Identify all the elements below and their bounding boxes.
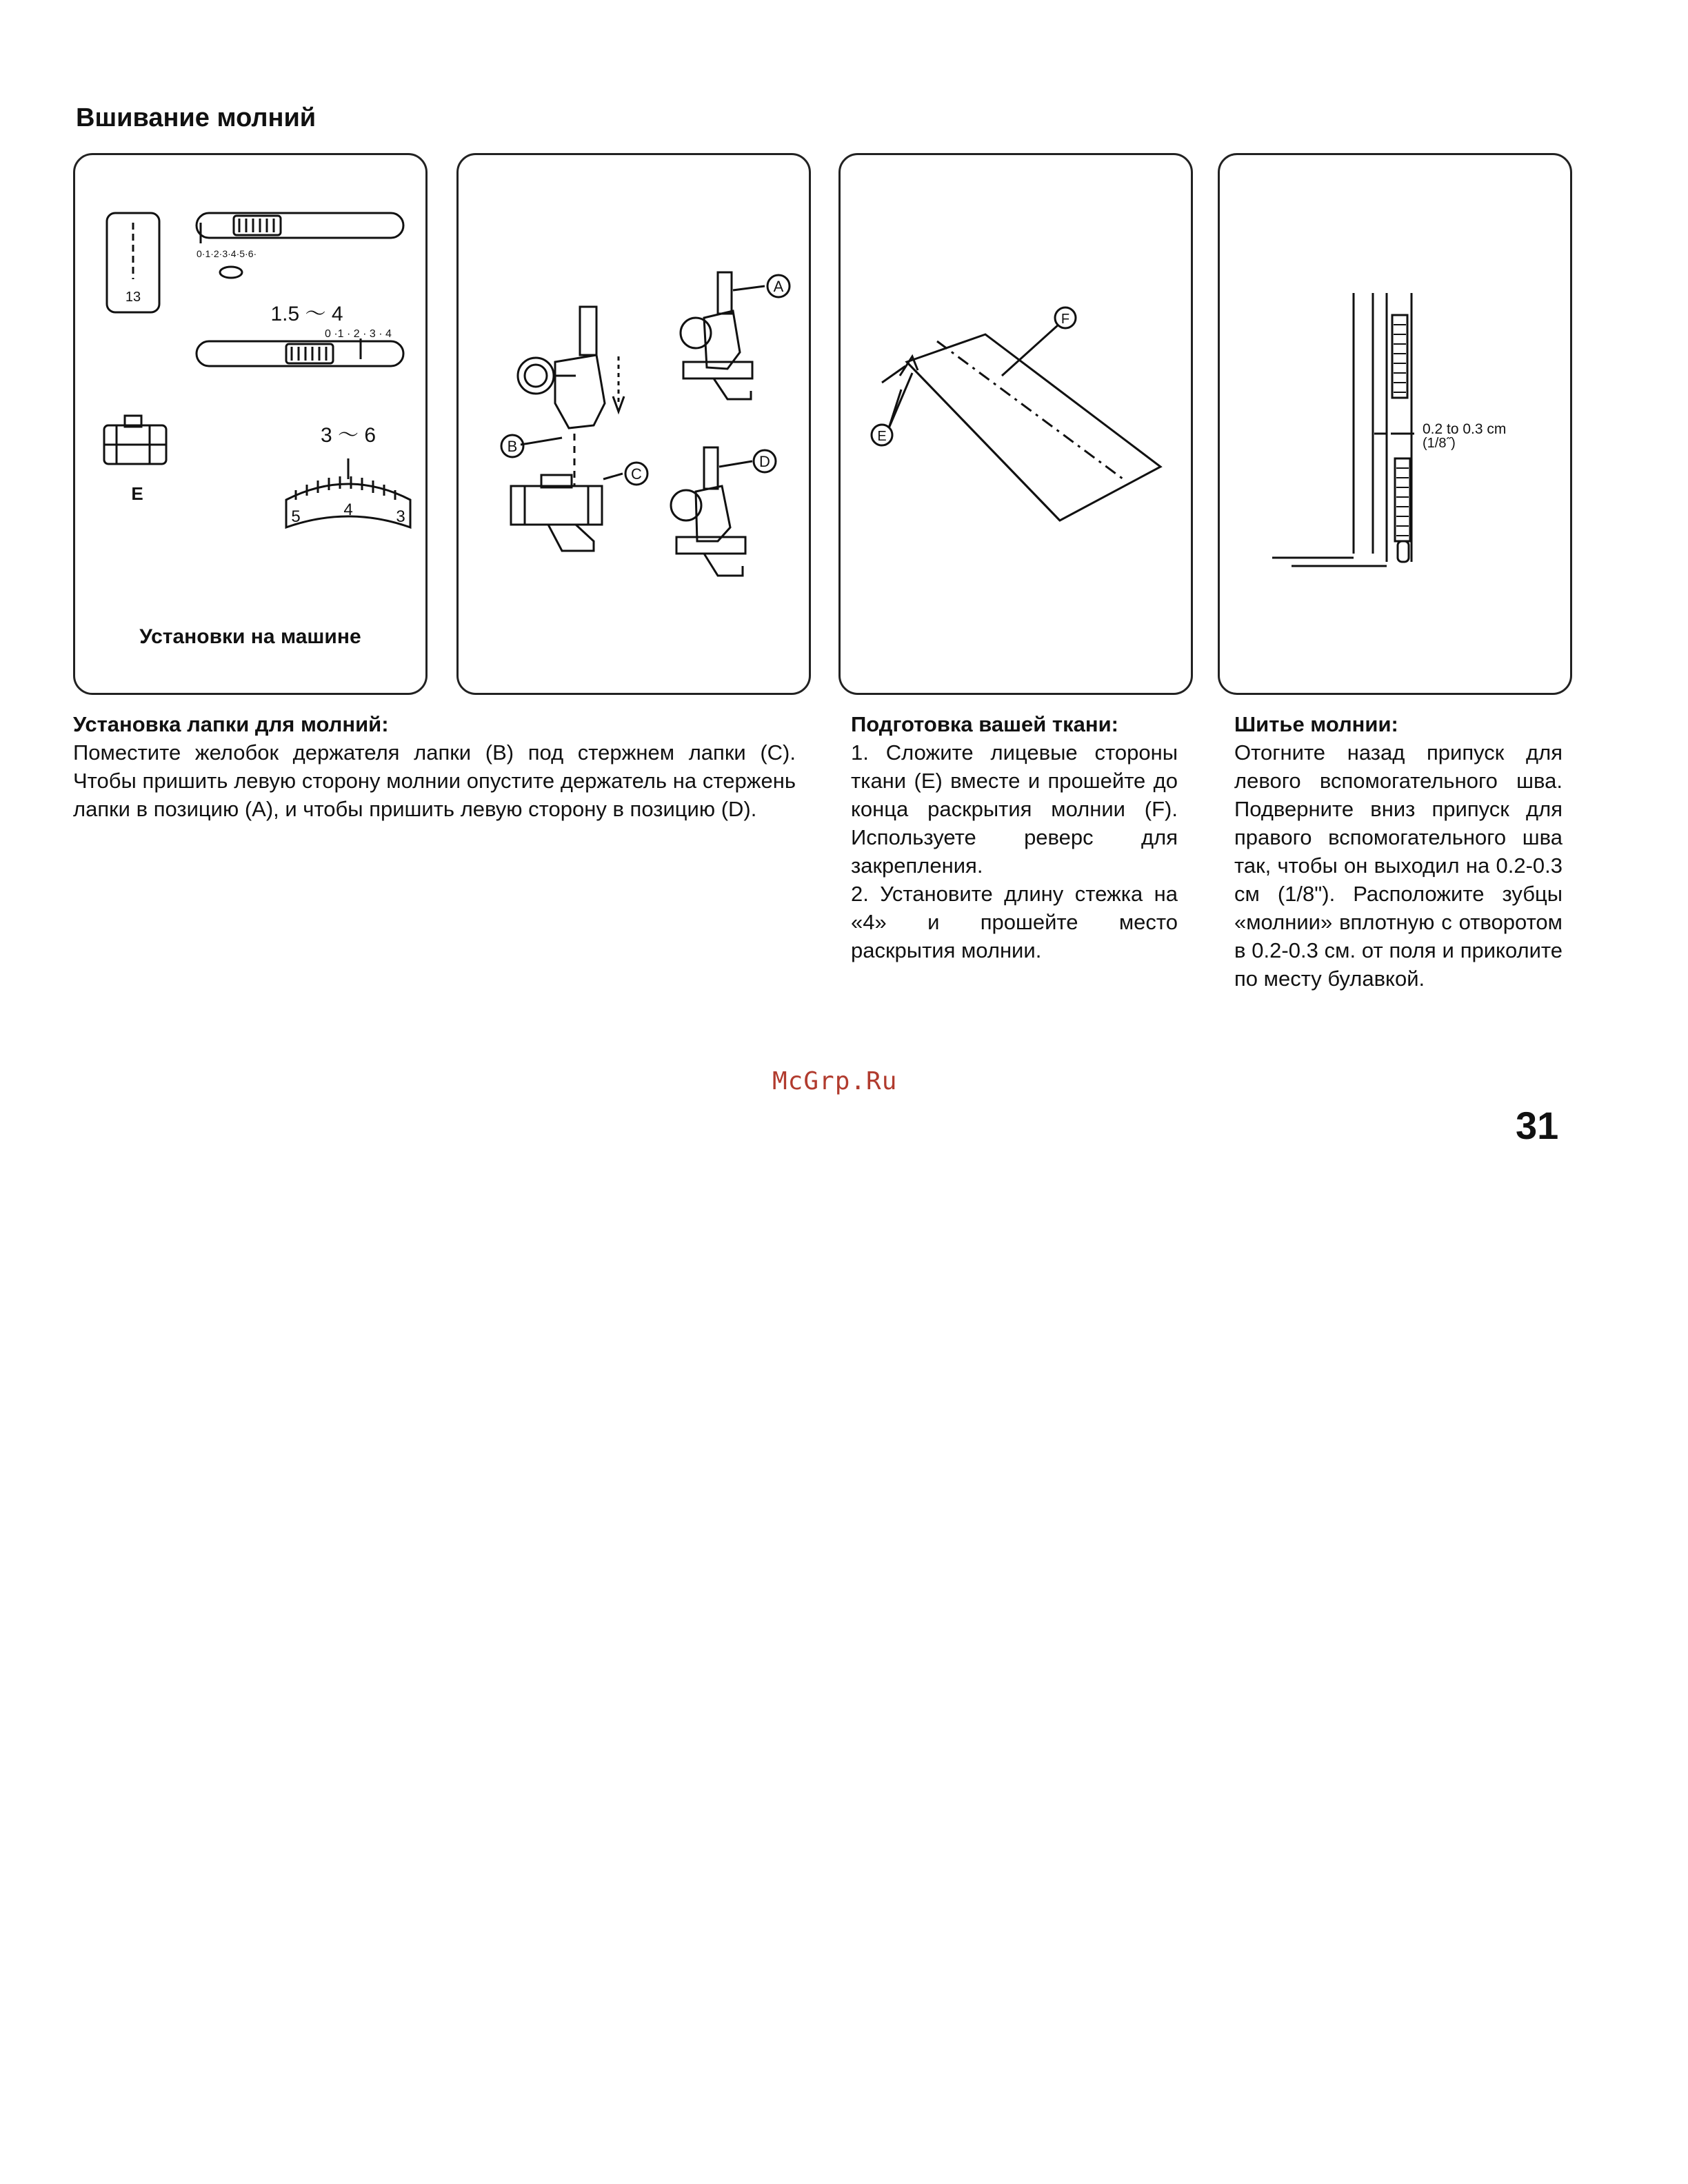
zipper-sewing-panel [1218,153,1572,695]
pattern-number: 13 [125,290,141,305]
width-scale: 0·1·2·3·4·5·6· [197,248,257,259]
label-b: B [507,438,518,455]
tension-mid: 4 [343,501,353,519]
length-scale: 0 ·1 · 2 · 3 · 4 [325,328,392,340]
zipper-sewing-text: Отогните назад припуск для левого вспомогательного шва. Подверните вниз припуск для правого вспомогательного шва так, чтобы он выходил на 0.2-0.3 см (1/8"). Расположите зубцы «молнии» вплотную с отворотом в 0.2-0.3 см. от поля и приколите по месту булавкой. [1234,740,1563,991]
length-range: 1.5 ～ 4 [270,303,343,325]
foot-label: E [131,483,143,504]
machine-settings-illustration [75,155,425,693]
zipper-sewing-instructions [1234,710,1563,993]
label-f: F [1061,312,1070,327]
fabric-prep-step-2: 2. Установите длину стежка на «4» и прошейте место раскрытия молнии. [851,882,1178,962]
zipper-sewing-heading: Шитье молнии: [1234,712,1398,736]
label-e: E [877,429,887,444]
zipper-foot-heading: Установка лапки для молний: [73,712,389,736]
fabric-prep-heading: Подготовка вашей ткани: [851,712,1118,736]
measure-label-2: (1/8˝) [1423,436,1456,451]
label-d: D [759,453,770,470]
fabric-prep-step-1: 1. Сложите лицевые стороны ткани (E) вместе и прошейте до конца раскрытия молнии (F). Используете реверс для закрепления. [851,740,1178,878]
tension-left: 5 [291,507,301,526]
tension-right: 3 [396,507,405,526]
watermark: McGrp.Ru [772,1067,898,1095]
label-c: C [631,465,642,483]
measure-label-1: 0.2 to 0.3 cm [1423,421,1507,437]
machine-settings-caption: Установки на машине [139,625,361,648]
machine-settings-panel [73,153,428,695]
fabric-prep-panel [838,153,1193,695]
label-a: A [773,278,784,295]
fabric-prep-instructions [851,710,1178,964]
zipper-foot-illustration [459,155,809,693]
zipper-sewing-illustration [1220,155,1570,693]
page-number: 31 [1516,1104,1559,1147]
zipper-foot-instructions [73,710,796,823]
fabric-prep-illustration [841,155,1191,693]
tension-range: 3 ～ 6 [320,424,376,447]
zipper-foot-text: Поместите желобок держателя лапки (B) под стержнем лапки (C). Чтобы пришить левую сторону молнии опустите держатель на стержень лапки в позицию (A), и чтобы пришить левую сторону в позицию (D). [73,740,796,821]
zipper-foot-panel [456,153,811,695]
page-title: Вшивание молний [76,103,316,132]
